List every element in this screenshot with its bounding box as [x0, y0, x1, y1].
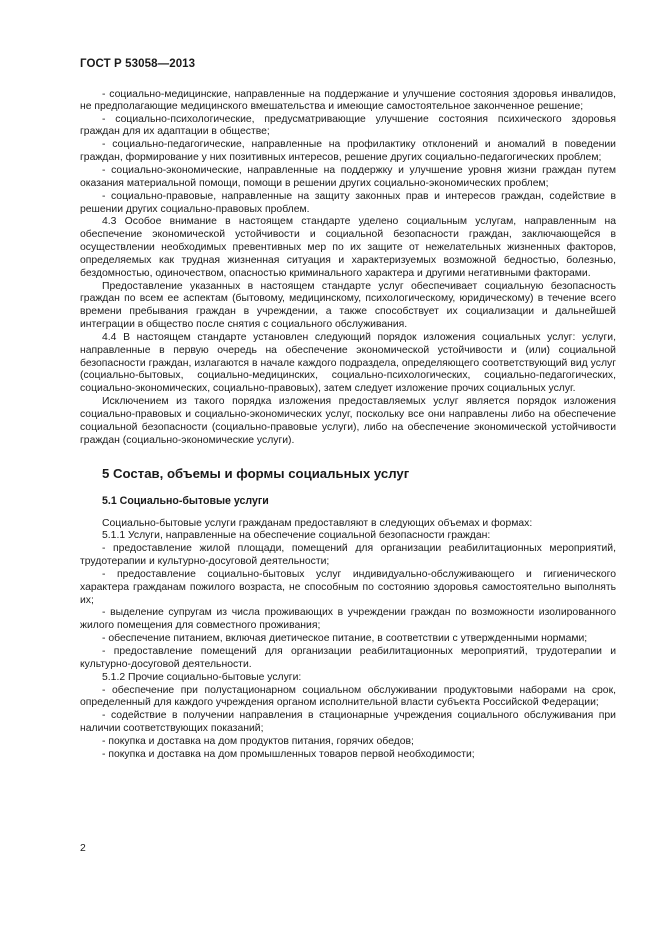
subsection-title: 5.1 Социально-бытовые услуги — [102, 494, 269, 507]
list-item: - предоставление жилой площади, помещений для организации реабилитационных мероприятий, трудотерапии и культурно-досуговой деятельности; — [80, 543, 616, 568]
list-item: - обеспечение питанием, включая диетическое питание, в соответствии с утвержденными нормами; — [102, 633, 588, 645]
list-item: - выделение супругам из числа проживающих в учреждении граждан по возможности изолированного жилого помещения для совместного проживания; — [80, 607, 616, 632]
paragraph: 5.1.1 Услуги, направленные на обеспечение социальной безопасности граждан: — [102, 530, 491, 542]
section-title: 5 Состав, объемы и формы социальных услуг — [102, 465, 410, 481]
document-header: ГОСТ Р 53058—2013 — [80, 58, 196, 70]
paragraph: Предоставление указанных в настоящем стандарте услуг обеспечивает социальную безопасность граждан по всем ее аспектам (бытовому, медицинскому, психологическому, юридическому) в течение всего времени пребывания граждан в учреждении, а также способствует их социализации и дальнейшей интеграции в общество после снятия с социального обслуживания. — [80, 280, 616, 331]
list-item: - покупка и доставка на дом продуктов питания, горячих обедов; — [102, 735, 414, 747]
paragraph: 4.3 Особое внимание в настоящем стандарте уделено социальным услугам, направленным на обеспечение экономической устойчивости и социальной безопасности граждан, заключающейся в осуществлении необходимых превентивных мер по их защите от нежелательных жизненных факторов, определяемых как трудная жизненная ситуация и характеризуемых возможной бедностью, болезнью, бездомностью, одиночеством, опасностью криминального характера и другими негативными факторами. — [80, 216, 616, 279]
document-body — [80, 89, 616, 762]
paragraph: Исключением из такого порядка изложения предоставляемых услуг является порядок изложения социально-правовых и социально-экономических услуг, поскольку все они направлены либо на обеспечение социальной безопасности (социально-правовые услуги), либо на обеспечение экономической устойчивости граждан (социально-экономические услуги). — [80, 396, 616, 446]
list-item: - обеспечение при полустационарном социальном обслуживании продуктовыми наборами на срок, определенный для каждого учреждения органом исполнительной власти субъекта Российской Федерации; — [80, 684, 616, 709]
paragraph: - социально-медицинские, направленные на поддержание и улучшение состояния здоровья инвалидов, не предполагающие медицинского вмешательства и имеющие самостоятельное законченное решение; — [80, 89, 616, 113]
paragraph: Социально-бытовые услуги гражданам предоставляют в следующих объемах и формах: — [102, 517, 533, 529]
paragraph: - социально-правовые, направленные на защиту законных прав и интересов граждан, содействие в решении других социально-правовых проблем. — [80, 190, 616, 215]
list-item: - покупка и доставка на дом промышленных товаров первой необходимости; — [102, 748, 475, 760]
list-item: - предоставление помещений для организации реабилитационных мероприятий, трудотерапии и культурно-досуговой деятельности. — [80, 645, 616, 670]
list-item: - предоставление социально-бытовых услуг индивидуально-обслуживающего и гигиенического характера гражданам пожилого возраста, не способным по состоянию здоровья самостоятельно выполнять их; — [80, 568, 616, 606]
page-number: 2 — [80, 843, 86, 854]
paragraph: - социально-педагогические, направленные на профилактику отклонений и аномалий в поведении граждан, формирование у них позитивных интересов, решение других социально-педагогических проблем; — [80, 139, 616, 164]
paragraph: 4.4 В настоящем стандарте установлен следующий порядок изложения социальных услуг: услуги, направленные в первую очередь на обеспечение экономической устойчивости и (или) социальной безопасности граждан, излагаются в начале каждого подраздела, определяющего соответствующий вид услуг (социально-бытовых, социально-медицинских, социально-психологических, социально-педагогических, социально-экономических, социально-правовых), затем следует изложение прочих социальных услуг. — [80, 331, 616, 395]
paragraph: - социально-экономические, направленные на поддержку и улучшение уровня жизни граждан путем оказания материальной помощи, помощи в решении других социально-экономических проблем; — [80, 164, 616, 189]
list-item: - содействие в получении направления в стационарные учреждения социального обслуживания при наличии соответствующих показаний; — [80, 710, 616, 735]
paragraph: 5.1.2 Прочие социально-бытовые услуги: — [102, 671, 302, 683]
paragraph: - социально-психологические, предусматривающие улучшение состояния психического здоровья граждан для их адаптации в обществе; — [80, 113, 616, 138]
